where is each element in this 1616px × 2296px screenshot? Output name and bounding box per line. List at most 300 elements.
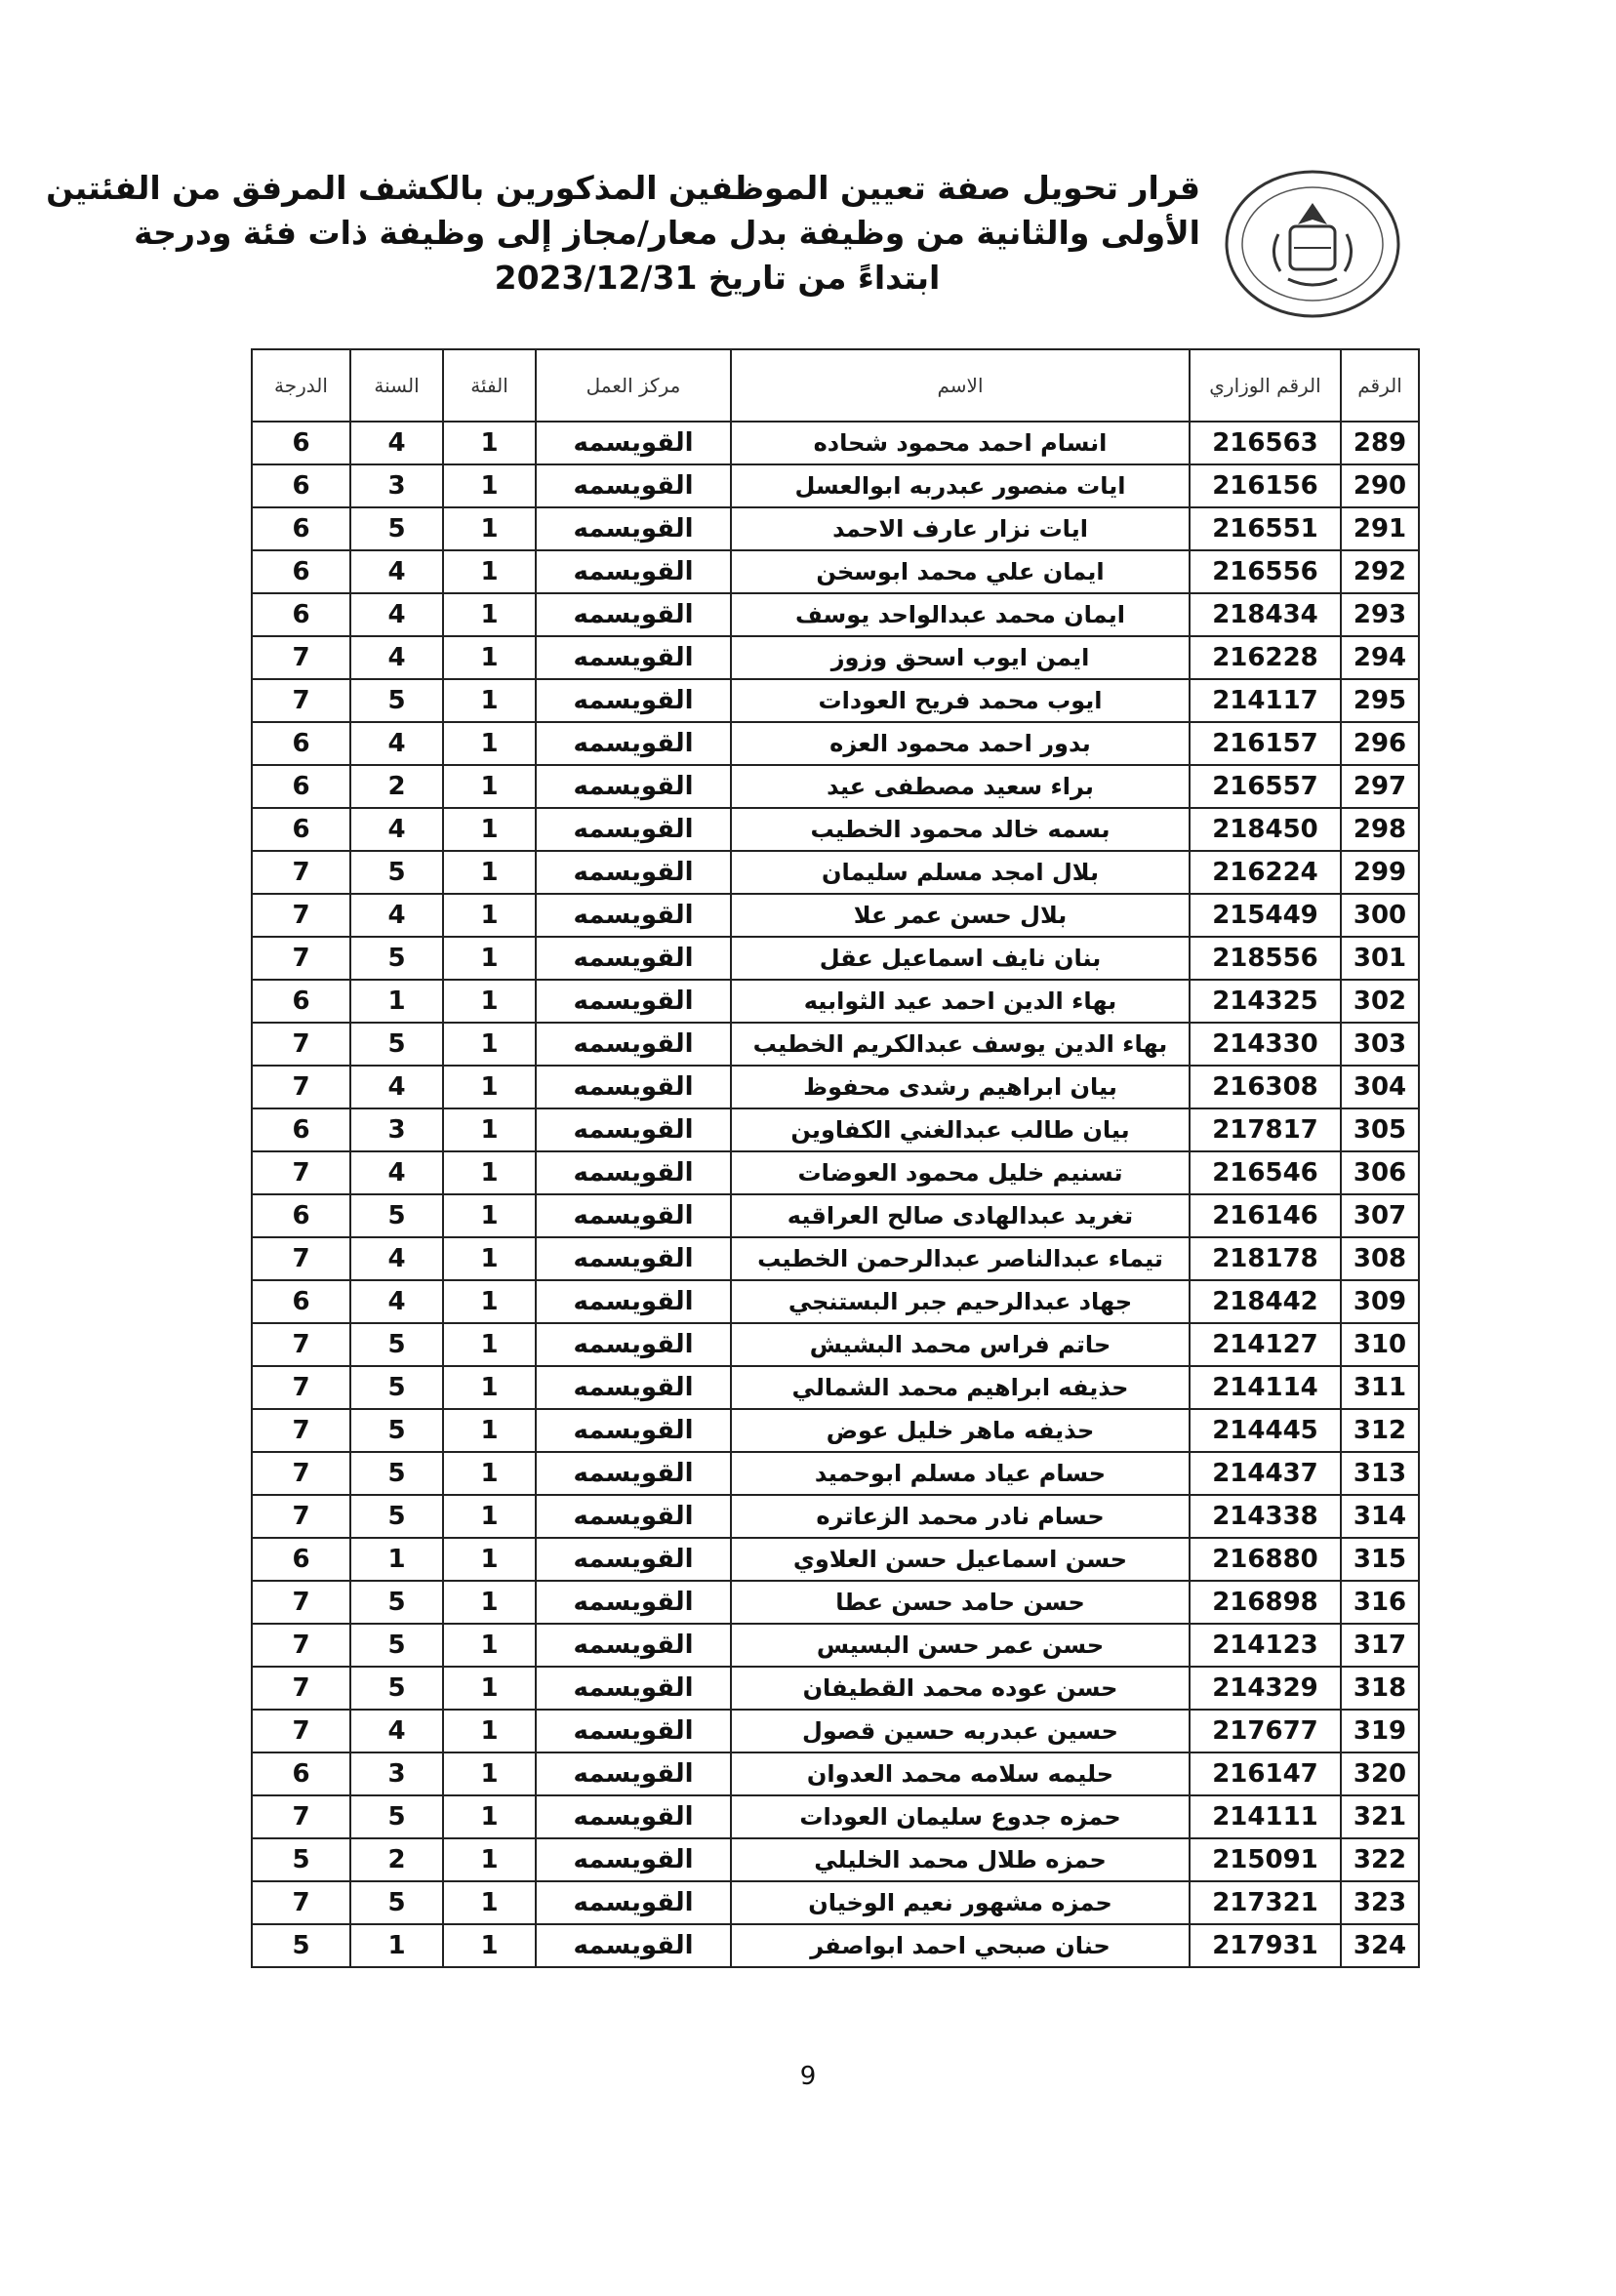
cell-grade: 6 [252,1194,350,1237]
cell-no: 310 [1341,1323,1419,1366]
employees-table [251,348,1420,1968]
table-row [252,851,1419,894]
table-header-row [252,349,1419,422]
cell-ministry-id: 216556 [1190,550,1341,593]
cell-ministry-id: 218442 [1190,1280,1341,1323]
cell-ministry-id: 218434 [1190,593,1341,636]
cell-ministry-id: 218450 [1190,808,1341,851]
cell-work-center: القويسمه [536,1924,731,1967]
cell-year: 1 [350,1924,443,1967]
cell-name: بدور احمد محمود العزه [731,722,1190,765]
cell-grade: 6 [252,765,350,808]
cell-grade: 7 [252,894,350,937]
cell-name: حمزه مشهور نعيم الوخيان [731,1881,1190,1924]
cell-work-center: القويسمه [536,1108,731,1151]
cell-ministry-id: 216147 [1190,1752,1341,1795]
table-row [252,1366,1419,1409]
cell-ministry-id: 216898 [1190,1581,1341,1624]
cell-year: 1 [350,1538,443,1581]
cell-ministry-id: 217321 [1190,1881,1341,1924]
cell-year: 5 [350,1023,443,1066]
cell-name: حسن اسماعيل حسن العلاوي [731,1538,1190,1581]
cell-no: 289 [1341,422,1419,464]
cell-ministry-id: 214123 [1190,1624,1341,1667]
cell-grade: 7 [252,1452,350,1495]
table-row [252,1066,1419,1108]
table-row [252,1838,1419,1881]
cell-grade: 6 [252,422,350,464]
cell-year: 5 [350,1667,443,1710]
cell-ministry-id: 214437 [1190,1452,1341,1495]
cell-no: 298 [1341,808,1419,851]
cell-name: جهاد عبدالرحيم جبر البستنجي [731,1280,1190,1323]
cell-name: بيان طالب عبدالغني الكفاوين [731,1108,1190,1151]
cell-year: 5 [350,1452,443,1495]
cell-no: 312 [1341,1409,1419,1452]
cell-work-center: القويسمه [536,1795,731,1838]
cell-no: 311 [1341,1366,1419,1409]
cell-name: حذيفه ابراهيم محمد الشمالي [731,1366,1190,1409]
cell-name: ايمن ايوب اسحق وزوز [731,636,1190,679]
cell-no: 315 [1341,1538,1419,1581]
cell-category: 1 [443,722,536,765]
cell-category: 1 [443,980,536,1023]
cell-no: 307 [1341,1194,1419,1237]
cell-ministry-id: 214338 [1190,1495,1341,1538]
cell-year: 5 [350,1366,443,1409]
table-row [252,722,1419,765]
cell-grade: 7 [252,1066,350,1108]
cell-year: 4 [350,593,443,636]
cell-ministry-id: 215091 [1190,1838,1341,1881]
cell-year: 4 [350,422,443,464]
cell-category: 1 [443,1237,536,1280]
cell-name: تغريد عبدالهادى صالح العراقيه [731,1194,1190,1237]
cell-year: 4 [350,636,443,679]
cell-ministry-id: 216156 [1190,464,1341,507]
cell-grade: 7 [252,1795,350,1838]
cell-ministry-id: 218556 [1190,937,1341,980]
cell-category: 1 [443,1366,536,1409]
cell-grade: 7 [252,1495,350,1538]
cell-work-center: القويسمه [536,464,731,507]
title-line-3: ابتداءً من تاريخ 2023/12/31 [494,259,941,297]
cell-category: 1 [443,1452,536,1495]
cell-year: 5 [350,1881,443,1924]
cell-name: تسنيم خليل محمود العوضات [731,1151,1190,1194]
cell-name: حسن عوده محمد القطيفان [731,1667,1190,1710]
cell-year: 5 [350,1581,443,1624]
cell-no: 322 [1341,1838,1419,1881]
cell-name: بلال حسن عمر علا [731,894,1190,937]
cell-category: 1 [443,851,536,894]
cell-grade: 6 [252,722,350,765]
table-row [252,1452,1419,1495]
cell-year: 4 [350,1710,443,1752]
cell-no: 308 [1341,1237,1419,1280]
table-row [252,1795,1419,1838]
cell-grade: 6 [252,593,350,636]
cell-work-center: القويسمه [536,851,731,894]
cell-work-center: القويسمه [536,980,731,1023]
cell-grade: 7 [252,1366,350,1409]
cell-work-center: القويسمه [536,1023,731,1066]
cell-category: 1 [443,1881,536,1924]
cell-name: حذيفه ماهر خليل عوض [731,1409,1190,1452]
cell-work-center: القويسمه [536,1881,731,1924]
cell-ministry-id: 216146 [1190,1194,1341,1237]
cell-grade: 6 [252,1280,350,1323]
cell-grade: 5 [252,1838,350,1881]
cell-ministry-id: 214329 [1190,1667,1341,1710]
cell-category: 1 [443,1495,536,1538]
cell-category: 1 [443,1710,536,1752]
cell-name: حسين عبدربه حسين قصول [731,1710,1190,1752]
cell-grade: 7 [252,679,350,722]
cell-name: حمزه جدوع سليمان العودات [731,1795,1190,1838]
cell-category: 1 [443,1538,536,1581]
table-row [252,894,1419,937]
table-row [252,1667,1419,1710]
cell-category: 1 [443,422,536,464]
table-row [252,1710,1419,1752]
cell-no: 295 [1341,679,1419,722]
table-row [252,1924,1419,1967]
cell-grade: 7 [252,1710,350,1752]
cell-work-center: القويسمه [536,1194,731,1237]
cell-grade: 7 [252,1323,350,1366]
cell-category: 1 [443,1667,536,1710]
cell-year: 4 [350,894,443,937]
table-row [252,1151,1419,1194]
cell-name: براء سعيد مصطفى عيد [731,765,1190,808]
cell-category: 1 [443,1795,536,1838]
cell-grade: 7 [252,1237,350,1280]
cell-grade: 6 [252,464,350,507]
cell-no: 319 [1341,1710,1419,1752]
cell-ministry-id: 217677 [1190,1710,1341,1752]
cell-category: 1 [443,464,536,507]
cell-name: تيماء عبدالناصر عبدالرحمن الخطيب [731,1237,1190,1280]
cell-work-center: القويسمه [536,1752,731,1795]
cell-no: 314 [1341,1495,1419,1538]
table-row [252,765,1419,808]
cell-category: 1 [443,1151,536,1194]
cell-category: 1 [443,1581,536,1624]
cell-work-center: القويسمه [536,1452,731,1495]
cell-work-center: القويسمه [536,636,731,679]
cell-name: ايوب محمد فريح العودات [731,679,1190,722]
cell-ministry-id: 215449 [1190,894,1341,937]
cell-year: 1 [350,980,443,1023]
cell-name: ايمان علي محمد ابوسخن [731,550,1190,593]
cell-name: حاتم فراس محمد البشيش [731,1323,1190,1366]
cell-category: 1 [443,679,536,722]
cell-category: 1 [443,765,536,808]
cell-category: 1 [443,937,536,980]
cell-ministry-id: 214114 [1190,1366,1341,1409]
cell-name: ايات نزار عارف الاحمد [731,507,1190,550]
cell-ministry-id: 214330 [1190,1023,1341,1066]
cell-name: بسمه خالد محمود الخطيب [731,808,1190,851]
cell-category: 1 [443,1752,536,1795]
cell-year: 5 [350,1795,443,1838]
cell-year: 5 [350,1194,443,1237]
header-year: السنة [350,349,443,422]
table-row [252,980,1419,1023]
cell-category: 1 [443,1838,536,1881]
cell-work-center: القويسمه [536,1710,731,1752]
cell-grade: 6 [252,507,350,550]
cell-work-center: القويسمه [536,1495,731,1538]
cell-work-center: القويسمه [536,1624,731,1667]
cell-category: 1 [443,550,536,593]
cell-category: 1 [443,1066,536,1108]
table-row [252,636,1419,679]
cell-work-center: القويسمه [536,1667,731,1710]
header-ministry-id: الرقم الوزاري [1190,349,1341,422]
cell-ministry-id: 216546 [1190,1151,1341,1194]
cell-year: 4 [350,1151,443,1194]
cell-work-center: القويسمه [536,1581,731,1624]
cell-year: 4 [350,550,443,593]
cell-name: بيان ابراهيم رشدى محفوظ [731,1066,1190,1108]
document-header [46,166,1405,361]
table-row [252,550,1419,593]
cell-name: بهاء الدين احمد عيد الثوابيه [731,980,1190,1023]
cell-grade: 6 [252,1108,350,1151]
cell-grade: 6 [252,1538,350,1581]
table-row [252,1881,1419,1924]
cell-name: حليمه سلامه محمد العدوان [731,1752,1190,1795]
cell-name: ايات منصور عبدربه ابوالعسل [731,464,1190,507]
table-row [252,593,1419,636]
cell-work-center: القويسمه [536,1409,731,1452]
cell-ministry-id: 214445 [1190,1409,1341,1452]
cell-ministry-id: 214117 [1190,679,1341,722]
cell-name: ايمان محمد عبدالواحد يوسف [731,593,1190,636]
table-row [252,1108,1419,1151]
cell-no: 313 [1341,1452,1419,1495]
cell-grade: 7 [252,1151,350,1194]
cell-grade: 7 [252,1409,350,1452]
cell-no: 297 [1341,765,1419,808]
page-number: 9 [799,2062,817,2091]
cell-grade: 7 [252,1581,350,1624]
cell-ministry-id: 216880 [1190,1538,1341,1581]
cell-year: 5 [350,1409,443,1452]
cell-name: بهاء الدين يوسف عبدالكريم الخطيب [731,1023,1190,1066]
cell-year: 5 [350,1323,443,1366]
cell-no: 321 [1341,1795,1419,1838]
table-row [252,937,1419,980]
cell-ministry-id: 216563 [1190,422,1341,464]
table-row [252,1409,1419,1452]
cell-year: 5 [350,851,443,894]
cell-grade: 7 [252,636,350,679]
table-row [252,679,1419,722]
cell-year: 5 [350,1624,443,1667]
table-row [252,1237,1419,1280]
cell-grade: 5 [252,1924,350,1967]
cell-no: 324 [1341,1924,1419,1967]
cell-grade: 7 [252,1023,350,1066]
cell-year: 3 [350,1752,443,1795]
cell-year: 3 [350,1108,443,1151]
cell-category: 1 [443,1280,536,1323]
cell-no: 296 [1341,722,1419,765]
cell-work-center: القويسمه [536,1366,731,1409]
cell-year: 5 [350,507,443,550]
cell-ministry-id: 216224 [1190,851,1341,894]
cell-year: 4 [350,722,443,765]
cell-grade: 6 [252,550,350,593]
table-body [252,422,1419,1967]
cell-category: 1 [443,1194,536,1237]
cell-no: 301 [1341,937,1419,980]
cell-work-center: القويسمه [536,1066,731,1108]
cell-grade: 7 [252,937,350,980]
title-line-2: الأولى والثانية من وظيفة بدل معار/مجاز إلى وظيفة ذات فئة ودرجة [134,214,1200,252]
cell-no: 294 [1341,636,1419,679]
cell-category: 1 [443,808,536,851]
cell-no: 290 [1341,464,1419,507]
table-row [252,507,1419,550]
cell-work-center: القويسمه [536,507,731,550]
cell-name: حسن عمر حسن البسيس [731,1624,1190,1667]
cell-no: 309 [1341,1280,1419,1323]
table-row [252,422,1419,464]
header-name: الاسم [731,349,1190,422]
cell-work-center: القويسمه [536,1280,731,1323]
cell-no: 317 [1341,1624,1419,1667]
cell-work-center: القويسمه [536,422,731,464]
cell-category: 1 [443,1108,536,1151]
cell-year: 4 [350,1237,443,1280]
header-work-center: مركز العمل [536,349,731,422]
table-row [252,1624,1419,1667]
cell-work-center: القويسمه [536,894,731,937]
cell-ministry-id: 217817 [1190,1108,1341,1151]
table-row [252,1194,1419,1237]
cell-grade: 7 [252,1624,350,1667]
table-row [252,1752,1419,1795]
table-row [252,1495,1419,1538]
cell-work-center: القويسمه [536,1323,731,1366]
decision-title [46,166,1200,301]
cell-grade: 7 [252,1667,350,1710]
employees-table-container [251,348,1418,1968]
cell-no: 318 [1341,1667,1419,1710]
cell-category: 1 [443,507,536,550]
cell-no: 299 [1341,851,1419,894]
cell-category: 1 [443,894,536,937]
title-line-1: قرار تحويل صفة تعيين الموظفين المذكورين بالكشف المرفق من الفئتين [46,169,1200,207]
cell-year: 5 [350,679,443,722]
cell-category: 1 [443,636,536,679]
cell-grade: 7 [252,1881,350,1924]
cell-work-center: القويسمه [536,937,731,980]
header-no: الرقم [1341,349,1419,422]
cell-grade: 7 [252,851,350,894]
cell-work-center: القويسمه [536,550,731,593]
table-row [252,1323,1419,1366]
cell-ministry-id: 216551 [1190,507,1341,550]
cell-no: 304 [1341,1066,1419,1108]
cell-work-center: القويسمه [536,679,731,722]
table-row [252,464,1419,507]
cell-category: 1 [443,1624,536,1667]
cell-name: بلال امجد مسلم سليمان [731,851,1190,894]
cell-ministry-id: 214111 [1190,1795,1341,1838]
cell-ministry-id: 216157 [1190,722,1341,765]
cell-no: 292 [1341,550,1419,593]
cell-ministry-id: 216228 [1190,636,1341,679]
cell-year: 5 [350,1495,443,1538]
cell-no: 306 [1341,1151,1419,1194]
header-grade: الدرجة [252,349,350,422]
cell-name: حنان صبحي احمد ابواصفر [731,1924,1190,1967]
cell-no: 293 [1341,593,1419,636]
cell-no: 305 [1341,1108,1419,1151]
cell-work-center: القويسمه [536,765,731,808]
cell-name: حسن حامد حسن عطا [731,1581,1190,1624]
cell-category: 1 [443,1023,536,1066]
cell-work-center: القويسمه [536,593,731,636]
table-row [252,1280,1419,1323]
cell-year: 2 [350,1838,443,1881]
cell-work-center: القويسمه [536,1151,731,1194]
cell-year: 4 [350,808,443,851]
cell-no: 320 [1341,1752,1419,1795]
cell-year: 4 [350,1066,443,1108]
cell-no: 302 [1341,980,1419,1023]
cell-grade: 6 [252,808,350,851]
header-category: الفئة [443,349,536,422]
cell-no: 291 [1341,507,1419,550]
cell-work-center: القويسمه [536,1838,731,1881]
cell-no: 303 [1341,1023,1419,1066]
cell-no: 316 [1341,1581,1419,1624]
cell-category: 1 [443,1924,536,1967]
cell-grade: 6 [252,1752,350,1795]
cell-name: انسام احمد محمود شحاده [731,422,1190,464]
table-row [252,808,1419,851]
cell-year: 3 [350,464,443,507]
cell-work-center: القويسمه [536,808,731,851]
cell-year: 4 [350,1280,443,1323]
cell-no: 300 [1341,894,1419,937]
cell-ministry-id: 216557 [1190,765,1341,808]
cell-work-center: القويسمه [536,1237,731,1280]
table-row [252,1538,1419,1581]
cell-ministry-id: 217931 [1190,1924,1341,1967]
table-row [252,1023,1419,1066]
cell-ministry-id: 214127 [1190,1323,1341,1366]
cell-no: 323 [1341,1881,1419,1924]
cell-grade: 6 [252,980,350,1023]
cell-year: 5 [350,937,443,980]
cell-name: بنان نايف اسماعيل عقل [731,937,1190,980]
cell-name: حسام نادر محمد الزعاتره [731,1495,1190,1538]
cell-category: 1 [443,1409,536,1452]
cell-category: 1 [443,1323,536,1366]
table-row [252,1581,1419,1624]
cell-name: حسام عياد مسلم ابوحميد [731,1452,1190,1495]
cell-ministry-id: 214325 [1190,980,1341,1023]
cell-work-center: القويسمه [536,722,731,765]
cell-work-center: القويسمه [536,1538,731,1581]
